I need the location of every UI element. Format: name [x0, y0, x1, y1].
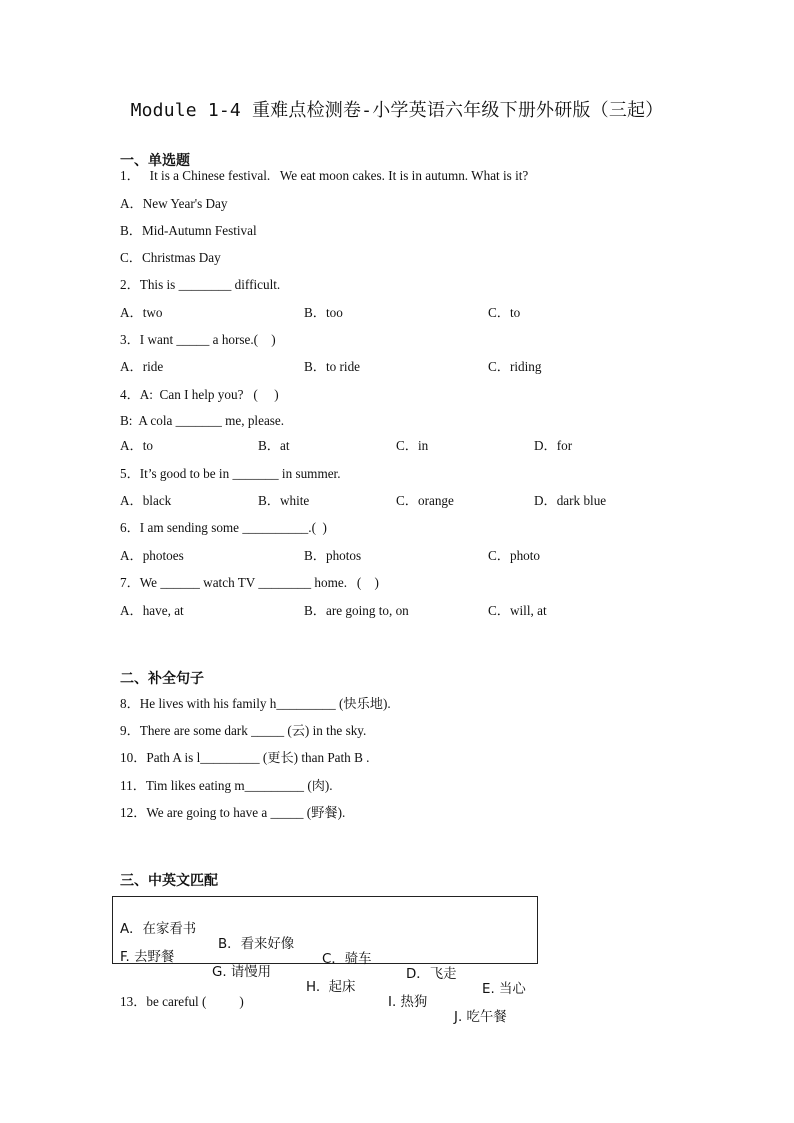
question-2-option-c: C．to [488, 305, 521, 320]
match-option-i: I. 热狗 [388, 995, 428, 1010]
question-4-stem: 4．A: Can I help you? ( ) [120, 387, 279, 402]
question-3-option-b: B．to ride [304, 359, 361, 374]
match-option-e: E. 当心 [482, 982, 526, 997]
match-option-a: A．在家看书 [120, 922, 197, 937]
section-heading-complete-sentences: 二、补全句子 [120, 671, 204, 687]
question-5-stem: 5．It’s good to be in _______ in summer. [120, 466, 341, 481]
question-4-stem-2: B: A cola _______ me, please. [120, 413, 285, 428]
question-7-option-c: C．will, at [488, 603, 547, 618]
question-11: 11．Tim likes eating m_________ (肉). [120, 778, 333, 793]
question-5-option-a: A．black [120, 493, 172, 508]
match-option-g: G. 请慢用 [212, 965, 272, 980]
question-4-option-a: A．to [120, 438, 153, 453]
question-12: 12．We are going to have a _____ (野餐). [120, 805, 346, 820]
question-1-option-b: B．Mid-Autumn Festival [120, 223, 257, 238]
match-option-h: H. 起床 [306, 980, 356, 995]
question-5-option-b: B．white [258, 493, 310, 508]
question-6-stem: 6．I am sending some __________.( ) [120, 520, 327, 535]
question-4-option-d: D．for [534, 438, 573, 453]
question-2-stem: 2．This is ________ difficult. [120, 277, 281, 292]
question-3-option-a: A．ride [120, 359, 164, 374]
match-option-f: F. 去野餐 [120, 950, 175, 965]
question-7-option-b: B．are going to, on [304, 603, 409, 618]
question-6-option-b: B．photos [304, 548, 362, 563]
match-option-j: J. 吃午餐 [454, 1010, 507, 1025]
question-13: 13．be careful ( ) [120, 994, 244, 1009]
question-2-option-b: B．too [304, 305, 343, 320]
question-6-option-c: C．photo [488, 548, 541, 563]
question-7-option-a: A．have, at [120, 603, 184, 618]
match-option-b: B．看来好像 [218, 937, 295, 952]
question-2-option-a: A．two [120, 305, 163, 320]
question-3-option-c: C．riding [488, 359, 542, 374]
question-9: 9．There are some dark _____ (云) in the sky. [120, 723, 367, 738]
question-6-option-a: A．photoes [120, 548, 184, 563]
question-8: 8．He lives with his family h_________ (快乐地). [120, 696, 391, 711]
section-heading-single-choice: 一、单选题 [120, 153, 190, 169]
question-10: 10．Path A is l_________ (更长) than Path B . [120, 750, 370, 765]
match-option-c: C．骑车 [322, 952, 372, 967]
question-5-option-d: D．dark blue [534, 493, 607, 508]
question-4-option-c: C．in [396, 438, 429, 453]
question-3-stem: 3．I want _____ a horse.( ) [120, 332, 276, 347]
question-1-stem: 1． It is a Chinese festival. We eat moon cakes. It is in autumn. What is it? [120, 168, 529, 183]
question-1-option-a: A．New Year's Day [120, 196, 228, 211]
section-heading-matching: 三、中英文匹配 [120, 873, 218, 889]
question-1-option-c: C．Christmas Day [120, 250, 221, 265]
question-4-option-b: B．at [258, 438, 290, 453]
match-option-d: D．飞走 [406, 967, 457, 982]
question-5-option-c: C．orange [396, 493, 454, 508]
question-7-stem: 7．We ______ watch TV ________ home. ( ) [120, 575, 379, 590]
page-title: Module 1-4 重难点检测卷-小学英语六年级下册外研版（三起） [130, 100, 664, 121]
